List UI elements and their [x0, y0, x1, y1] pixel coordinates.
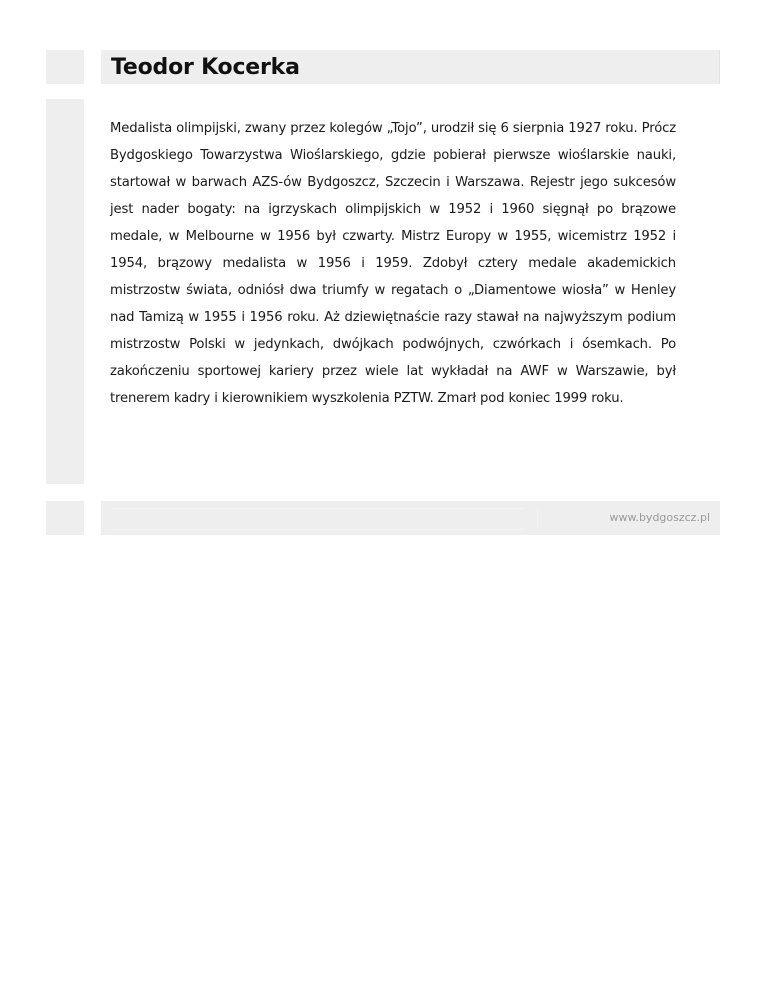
footer-divider — [537, 509, 538, 527]
title-side-block — [46, 50, 84, 84]
body-side-block — [46, 99, 84, 484]
title-bar — [101, 50, 720, 84]
footer-field — [111, 508, 523, 530]
biography-text: Medalista olimpijski, zwany przez kolegów „Tojo”, urodził się 6 sierpnia 1927 roku. Prócz Bydgoskiego Towarzystwa Wioślarskiego, gdzie pobierał pierwsze wioślarskie nauki, startował w barwach AZS-ów Bydgoszcz, Szczecin i Warszawa. Rejestr jego sukcesów jest nader bogaty: na igrzyskach olimpijskich w 1952 i 1960 sięgnął po brązowe medale, w Melbourne w 1956 był czwarty. Mistrz Europy w 1955, wicemistrz 1952 i 1954, brązowy medalista w 1956 i 1959. Zdobył cztery medale akademickich mistrzostw świata, odniósł dwa triumfy w regatach o „Diamentowe wiosła” w Henley nad Tamizą w 1955 i 1956 roku. Aż dziewiętnaście razy stawał na najwyższym podium mistrzostw Polski w jedynkach, dwójkach podwójnych, czwórkach i ósemkach. Po zakończeniu sportowej kariery przez wiele lat wykładał na AWF w Warszawie, był trenerem kadry i kierownikiem wyszkolenia PZTW. Zmarł pod koniec 1999 roku. — [110, 121, 676, 406]
page-title: Teodor Kocerka — [111, 55, 300, 80]
footer-site-link[interactable]: www.bydgoszcz.pl — [609, 511, 710, 524]
footer-side-block — [46, 501, 84, 535]
footer-bar — [101, 501, 720, 535]
